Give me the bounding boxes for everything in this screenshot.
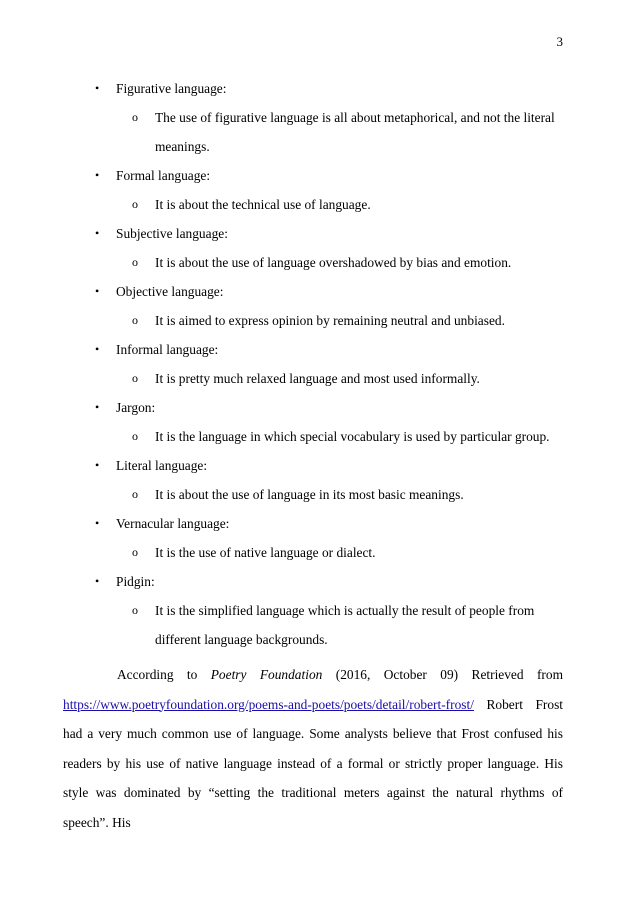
sub-bullet-row	[0, 538, 638, 567]
sub-bullet-marker-icon: o	[132, 603, 138, 617]
bullet-heading-row	[0, 219, 638, 248]
source-link[interactable]: https://www.poetryfoundation.org/poems-and-poets/poets/detail/robert-frost/	[63, 696, 474, 712]
sub-bullet-text: It is about the use of language in its most basic meanings.	[155, 487, 464, 502]
bullet-heading: Literal language:	[116, 458, 208, 473]
bullet-heading: Objective language:	[116, 284, 224, 299]
paragraph-body: Robert Frost had a very much common use of language. Some analysts believe that Frost confused his readers by his use of native language instead of a formal or strictly proper language. His style was dominated by “setting the traditional meters against the natural rhythms of speech”. His	[63, 696, 563, 830]
bullet-heading-row	[0, 567, 638, 596]
bullet-marker-icon: •	[95, 458, 100, 472]
bullet-heading-row	[0, 277, 638, 306]
sub-bullet-text: It is aimed to express opinion by remaining neutral and unbiased.	[155, 313, 505, 328]
bullet-heading-row	[0, 161, 638, 190]
source-title: Poetry Foundation	[210, 667, 323, 682]
sub-bullet-text: It is the use of native language or dialect.	[155, 545, 376, 560]
bullet-heading-row	[0, 393, 638, 422]
bullet-heading: Informal language:	[116, 342, 219, 357]
bullet-heading-row	[0, 451, 638, 480]
bullet-item	[0, 219, 638, 277]
bullet-list	[0, 74, 638, 654]
sub-bullet-row	[0, 596, 638, 654]
source-date: (2016, October 09) Retrieved from	[335, 667, 563, 682]
bullet-heading: Subjective language:	[116, 226, 228, 241]
bullet-heading-row	[0, 74, 638, 103]
bullet-item	[0, 393, 638, 451]
bullet-heading: Jargon:	[116, 400, 156, 415]
body-paragraph	[0, 660, 638, 837]
bullet-heading-row	[0, 335, 638, 364]
bullet-item	[0, 74, 638, 161]
sub-bullet-row	[0, 422, 638, 451]
bullet-item	[0, 161, 638, 219]
sub-bullet-marker-icon: o	[132, 110, 138, 124]
page-content	[0, 74, 638, 837]
sub-bullet-marker-icon: o	[132, 371, 138, 385]
bullet-item	[0, 335, 638, 393]
bullet-marker-icon: •	[95, 81, 100, 95]
sub-bullet-marker-icon: o	[132, 429, 138, 443]
page-number: 3	[556, 34, 563, 49]
sub-bullet-row	[0, 480, 638, 509]
sub-bullet-row	[0, 190, 638, 219]
sub-bullet-text: It is about the use of language overshadowed by bias and emotion.	[155, 255, 512, 270]
bullet-heading: Formal language:	[116, 168, 211, 183]
bullet-heading: Vernacular language:	[116, 516, 230, 531]
bullet-marker-icon: •	[95, 400, 100, 414]
bullet-marker-icon: •	[95, 574, 100, 588]
bullet-marker-icon: •	[95, 516, 100, 530]
bullet-item	[0, 277, 638, 335]
sub-bullet-marker-icon: o	[132, 255, 138, 269]
sub-bullet-row	[0, 103, 638, 161]
sub-bullet-row	[0, 364, 638, 393]
bullet-marker-icon: •	[95, 226, 100, 240]
bullet-item	[0, 567, 638, 654]
sub-bullet-row	[0, 248, 638, 277]
bullet-marker-icon: •	[95, 168, 100, 182]
bullet-heading: Pidgin:	[116, 574, 155, 589]
sub-bullet-text: It is about the technical use of language.	[155, 197, 371, 212]
sub-bullet-text: It is pretty much relaxed language and most used informally.	[155, 371, 480, 386]
sub-bullet-marker-icon: o	[132, 313, 138, 327]
sub-bullet-text: The use of figurative language is all about metaphorical, and not the literal meanings.	[155, 110, 555, 154]
bullet-heading: Figurative language:	[116, 81, 227, 96]
bullet-marker-icon: •	[95, 284, 100, 298]
sub-bullet-marker-icon: o	[132, 487, 138, 501]
sub-bullet-text: It is the simplified language which is actually the result of people from different language backgrounds.	[155, 603, 535, 647]
bullet-item	[0, 509, 638, 567]
sub-bullet-row	[0, 306, 638, 335]
sub-bullet-marker-icon: o	[132, 545, 138, 559]
bullet-heading-row	[0, 509, 638, 538]
bullet-item	[0, 451, 638, 509]
bullet-marker-icon: •	[95, 342, 100, 356]
sub-bullet-text: It is the language in which special vocabulary is used by particular group.	[155, 429, 550, 444]
sub-bullet-marker-icon: o	[132, 197, 138, 211]
paragraph-lead: According to	[117, 667, 198, 682]
